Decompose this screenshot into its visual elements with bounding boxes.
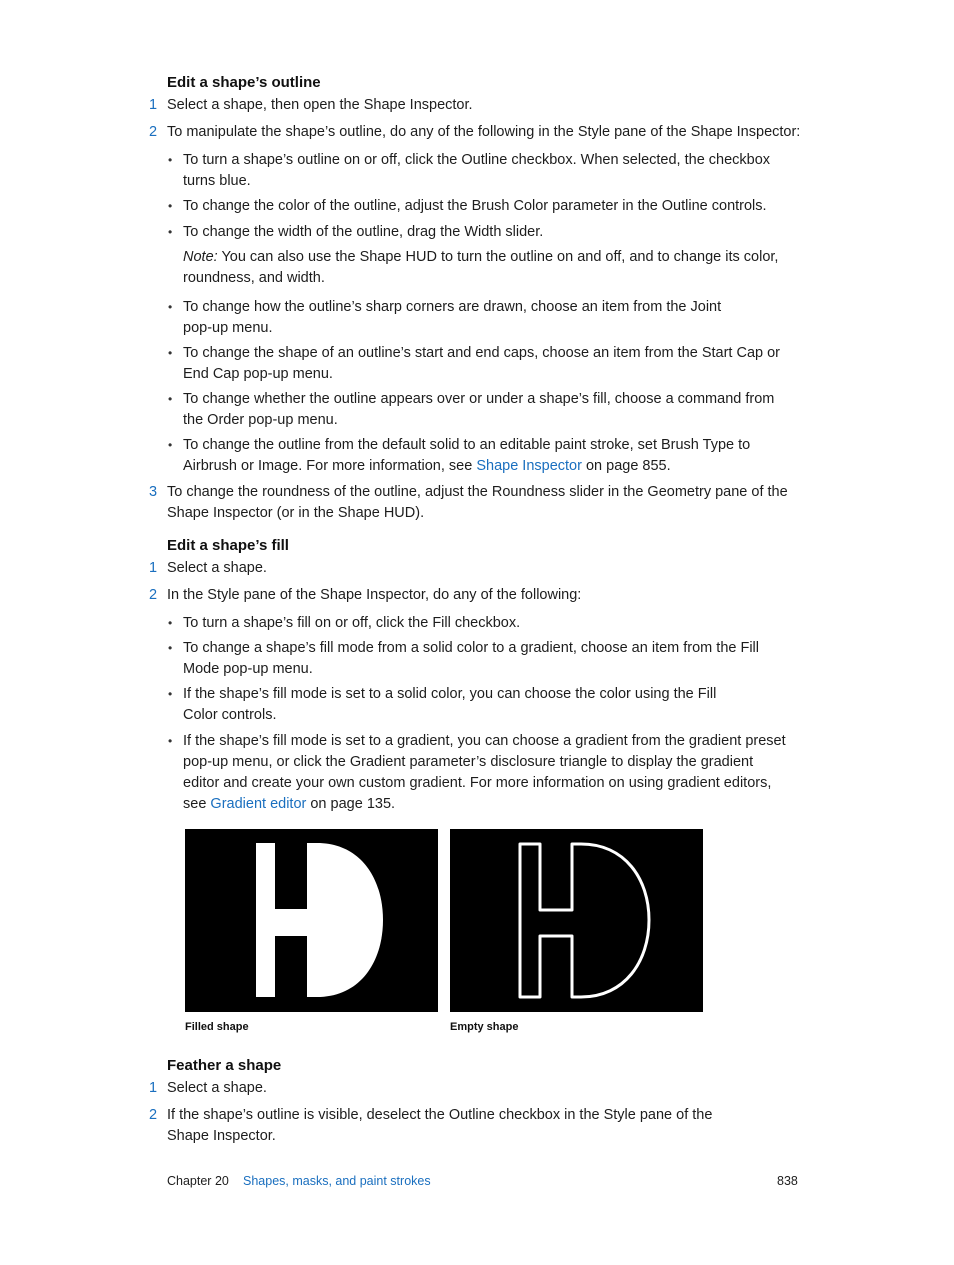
footer-chapter: Chapter 20 — [167, 1174, 229, 1188]
step-text-line: Shape Inspector. — [167, 1128, 276, 1144]
step-text — [167, 1105, 712, 1147]
step-number: 2 — [149, 587, 158, 603]
list-item — [183, 150, 770, 192]
page-number: 838 — [777, 1174, 798, 1188]
figure-caption: Empty shape — [450, 1021, 519, 1033]
list-item-text: on page 855. — [581, 458, 671, 474]
step-number: 1 — [149, 560, 158, 576]
bullet-glyph: • — [168, 734, 173, 748]
step-text — [167, 482, 788, 524]
section-heading-fill: Edit a shape’s fill — [167, 537, 289, 554]
step-number: 2 — [149, 1107, 158, 1123]
list-item — [183, 297, 721, 339]
list-item-line: pop-up menu, or click the Gradient parameter’s disclosure triangle to display the gradient — [183, 754, 754, 770]
empty-shape-image — [450, 829, 703, 1012]
step-text: Select a shape. — [167, 1080, 267, 1096]
step-number: 1 — [149, 97, 158, 113]
step-number: 3 — [149, 484, 158, 500]
bullet-glyph: • — [168, 225, 173, 239]
list-item — [183, 638, 759, 680]
list-item-line: the Order pop-up menu. — [183, 412, 338, 428]
figure-caption: Filled shape — [185, 1021, 249, 1033]
section-heading-feather: Feather a shape — [167, 1057, 282, 1074]
step-text: Select a shape. — [167, 560, 267, 576]
step-text-line: Shape Inspector (or in the Shape HUD). — [167, 505, 425, 521]
bullet-glyph: • — [168, 438, 173, 452]
step-text: In the Style pane of the Shape Inspector, do any of the following: — [167, 587, 582, 603]
list-item-text: see — [183, 796, 211, 812]
list-item: To change the width of the outline, drag the Width slider. — [183, 224, 544, 240]
note — [183, 247, 778, 289]
list-item — [183, 435, 750, 477]
bullet-glyph: • — [168, 346, 173, 360]
list-item-text: on page 135. — [306, 796, 396, 812]
list-item — [183, 343, 780, 385]
list-item-text: Airbrush or Image. For more information, see — [183, 458, 477, 474]
list-item-line: To change a shape’s fill mode from a solid color to a gradient, choose an item from the Fill — [183, 640, 759, 656]
bullet-glyph: • — [168, 641, 173, 655]
list-item: To turn a shape’s fill on or off, click the Fill checkbox. — [183, 615, 521, 631]
list-item-line: turns blue. — [183, 173, 251, 189]
step-text: To manipulate the shape’s outline, do any of the following in the Style pane of the Shape Inspector: — [167, 124, 801, 140]
list-item-line: End Cap pop-up menu. — [183, 366, 333, 382]
outlined-hd-graphic — [450, 829, 703, 1012]
list-item-line: To change how the outline’s sharp corners are drawn, choose an item from the Joint — [183, 299, 722, 315]
section-heading-outline: Edit a shape’s outline — [167, 74, 321, 91]
shape-inspector-link[interactable]: Shape Inspector — [476, 458, 582, 474]
bullet-glyph: • — [168, 392, 173, 406]
list-item — [183, 389, 774, 431]
filled-hd-graphic — [185, 829, 438, 1012]
bullet-glyph: • — [168, 199, 173, 213]
list-item-line: editor and create your own custom gradient. For more information on using gradient editors, — [183, 775, 772, 791]
note-text: roundness, and width. — [183, 270, 325, 286]
note-text: You can also use the Shape HUD to turn the outline on and off, and to change its color, — [217, 249, 779, 265]
list-item-line: If the shape’s fill mode is set to a solid color, you can choose the color using the Fill — [183, 686, 717, 702]
bullet-glyph: • — [168, 687, 173, 701]
list-item-line: To change whether the outline appears over or under a shape’s fill, choose a command from — [183, 391, 775, 407]
list-item-line: Color controls. — [183, 707, 277, 723]
list-item-line: If the shape’s fill mode is set to a gradient, you can choose a gradient from the gradient preset — [183, 733, 786, 749]
list-item — [183, 731, 786, 815]
bullet-glyph: • — [168, 153, 173, 167]
bullet-glyph: • — [168, 300, 173, 314]
step-number: 1 — [149, 1080, 158, 1096]
bullet-glyph: • — [168, 616, 173, 630]
list-item-line: Mode pop-up menu. — [183, 661, 313, 677]
list-item-line: To change the shape of an outline’s start and end caps, choose an item from the Start Cap or — [183, 345, 781, 361]
gradient-editor-link[interactable]: Gradient editor — [210, 796, 307, 812]
list-item — [183, 684, 716, 726]
list-item-line: pop-up menu. — [183, 320, 273, 336]
step-text-line: If the shape’s outline is visible, deselect the Outline checkbox in the Style pane of the — [167, 1107, 713, 1123]
list-item-line: To turn a shape’s outline on or off, click the Outline checkbox. When selected, the checkbox — [183, 152, 771, 168]
list-item: To change the color of the outline, adjust the Brush Color parameter in the Outline controls. — [183, 198, 767, 214]
step-text-line: To change the roundness of the outline, adjust the Roundness slider in the Geometry pane of the — [167, 484, 788, 500]
note-label: Note: — [183, 249, 218, 265]
step-number: 2 — [149, 124, 158, 140]
step-text: Select a shape, then open the Shape Inspector. — [167, 97, 473, 113]
filled-shape-image — [185, 829, 438, 1012]
list-item-line: To change the outline from the default solid to an editable paint stroke, set Brush Type to — [183, 437, 751, 453]
footer-chapter-title-link[interactable]: Shapes, masks, and paint strokes — [243, 1174, 431, 1188]
